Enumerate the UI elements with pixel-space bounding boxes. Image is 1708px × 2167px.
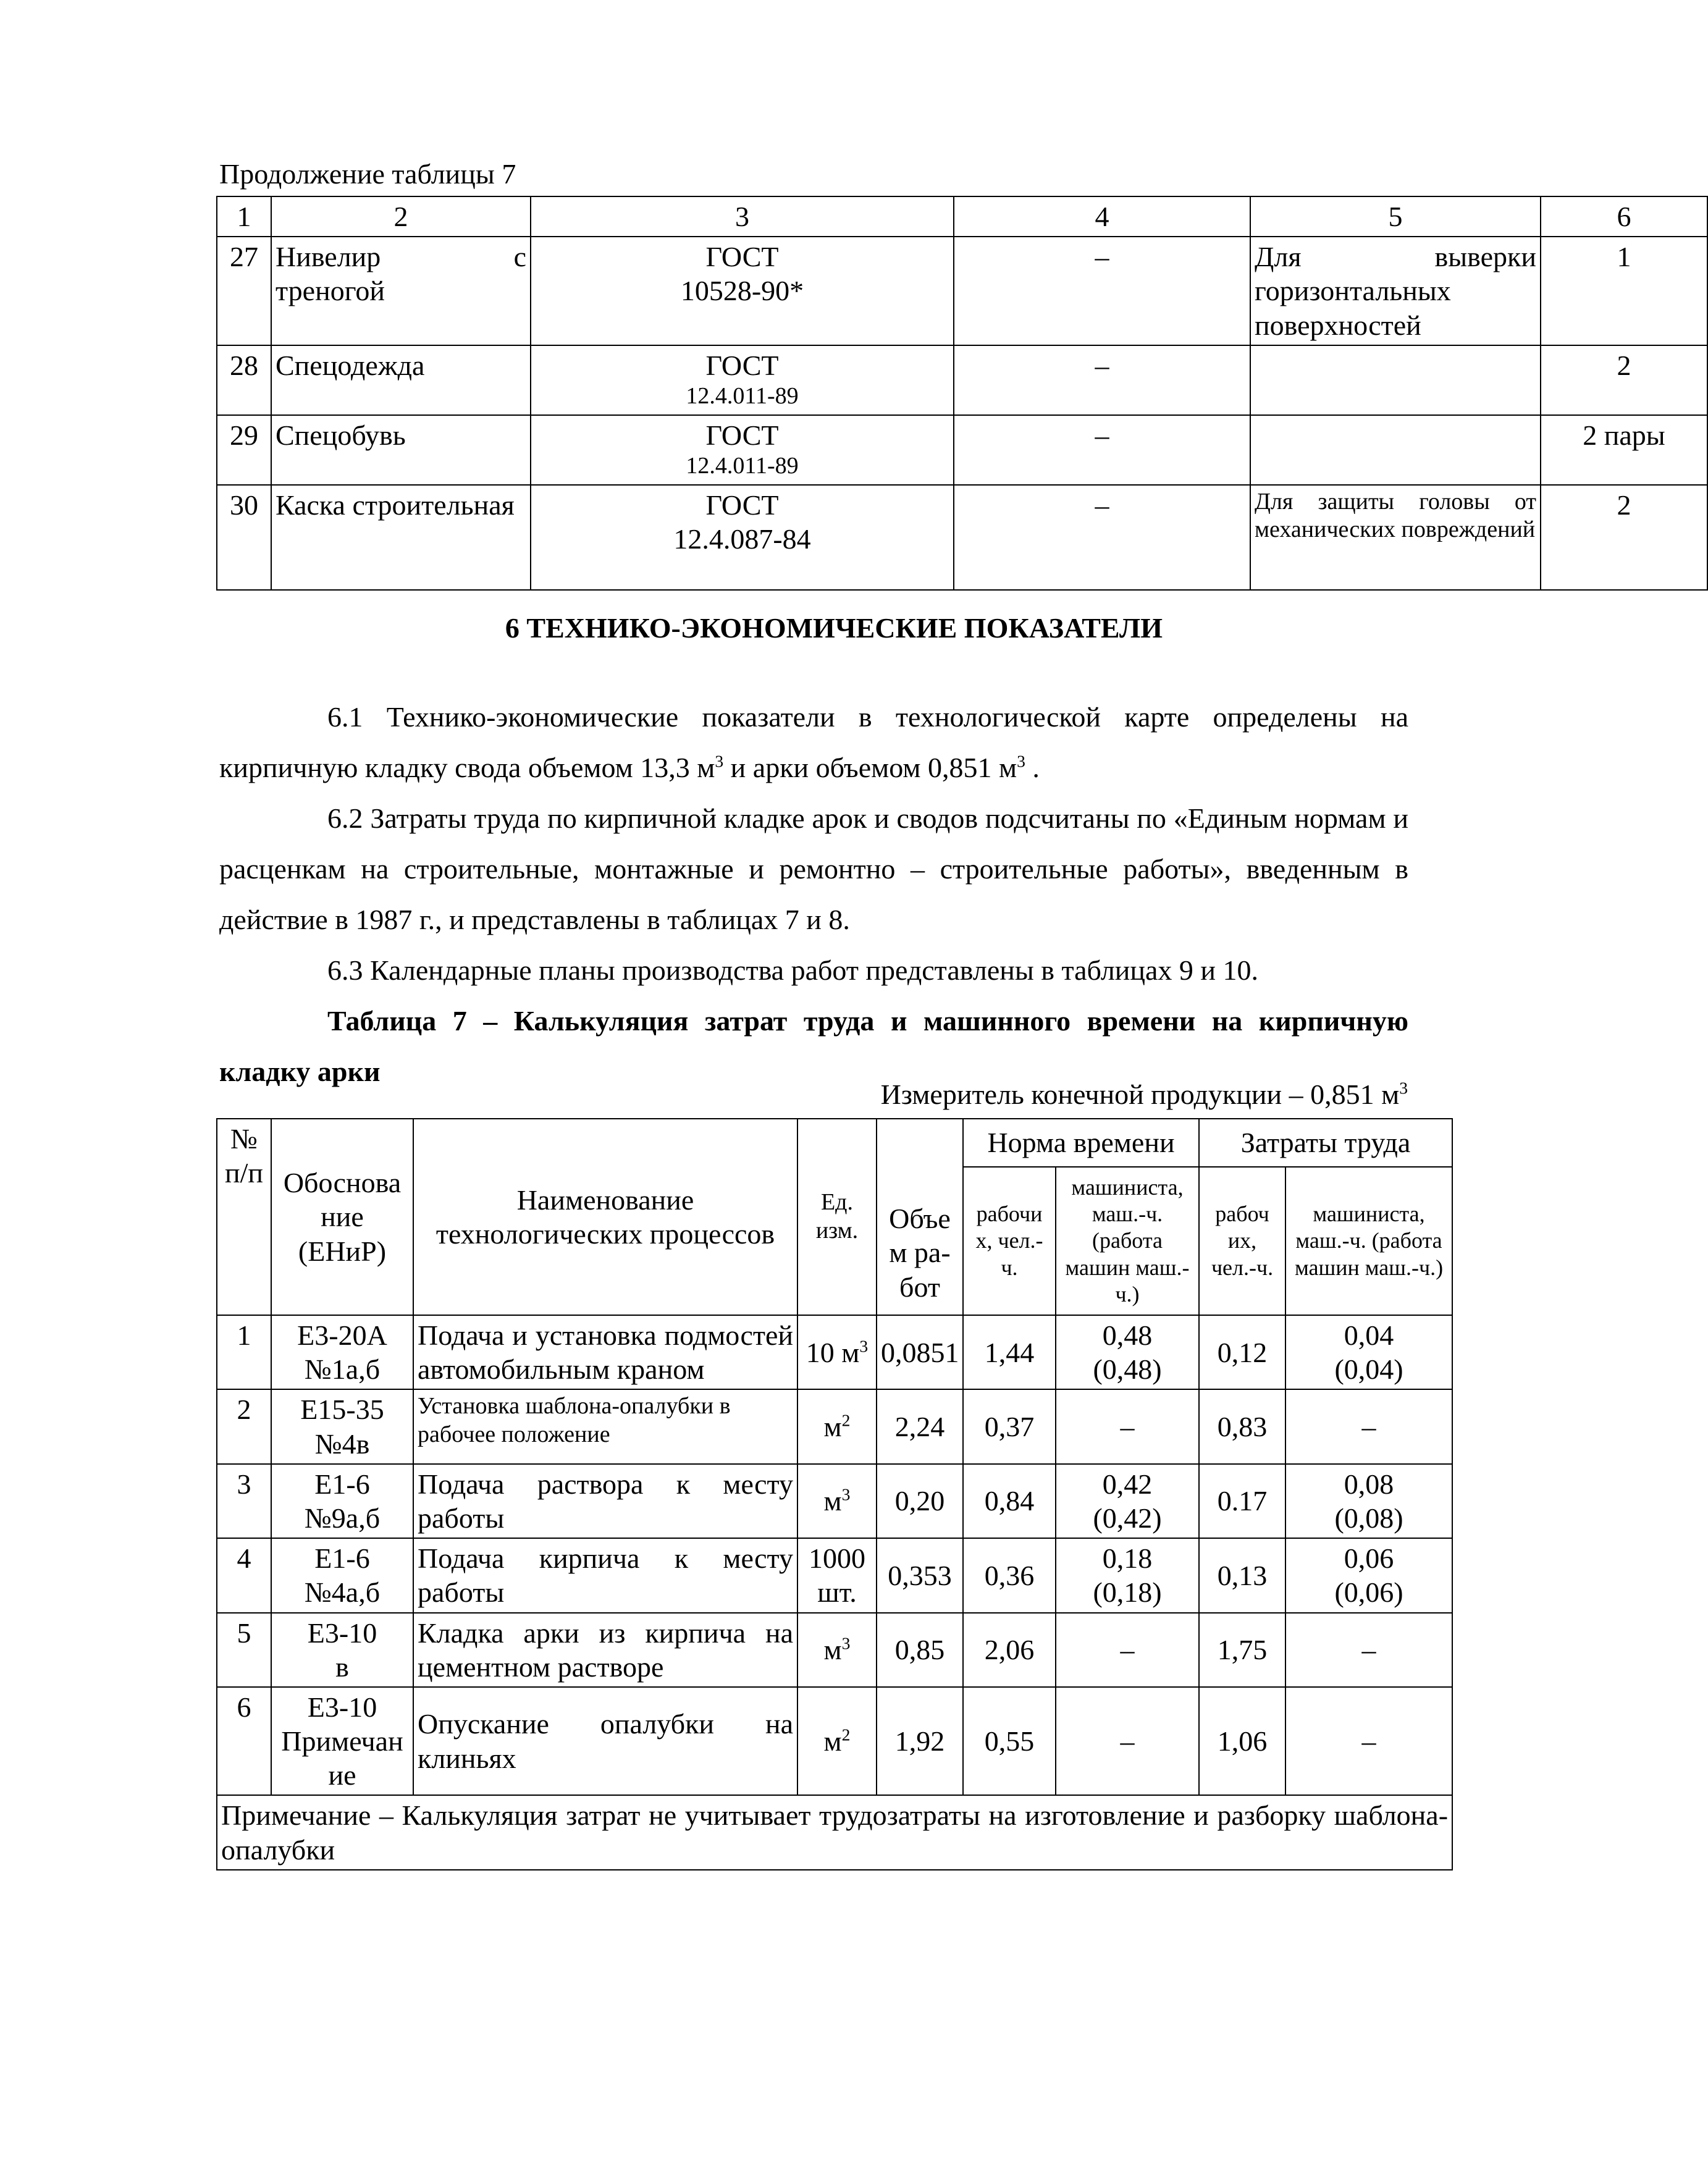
gost-cell [531, 415, 954, 485]
col-number: 3 [531, 196, 954, 237]
header-unit: Ед. изм. [797, 1119, 877, 1315]
col-number: 4 [954, 196, 1250, 237]
basis-code: Е3-10 [307, 1691, 377, 1723]
paragraph-text: . [1025, 752, 1040, 783]
process-name: Установка шаблона-опалубки в рабочее положение [413, 1389, 797, 1463]
table-row [217, 345, 1707, 415]
norm-workers: 0,55 [963, 1687, 1056, 1796]
gost-label: ГОСТ [705, 349, 779, 381]
qty-cell: 2 [1541, 485, 1707, 590]
norm-workers: 1,44 [963, 1315, 1056, 1389]
col-number: 5 [1250, 196, 1541, 237]
row-number: 4 [217, 1538, 271, 1612]
row-number: 28 [217, 345, 271, 415]
labor-cost-table [216, 1118, 1453, 1870]
header-basis: Обоснова ние (ЕНиР) [271, 1119, 413, 1315]
table-row [217, 1687, 1452, 1796]
superscript: 3 [715, 751, 724, 771]
norm-machinist: – [1056, 1389, 1199, 1463]
basis-item: №4в [314, 1428, 370, 1460]
header-process-name: Наименование технологических процессов [413, 1119, 797, 1315]
volume-cell: 0,0851 [877, 1315, 963, 1389]
cost-workers: 0,12 [1199, 1315, 1285, 1389]
unit-text: м [823, 1410, 842, 1442]
value: 0,08 [1344, 1468, 1394, 1500]
measure-label [881, 1078, 1408, 1111]
row-number: 30 [217, 485, 271, 590]
gost-cell [531, 345, 954, 415]
unit-text: м [823, 1485, 842, 1517]
unit-cell [797, 1315, 877, 1389]
purpose-cell [1250, 415, 1541, 485]
basis-code: Е3-10 [307, 1617, 377, 1649]
equipment-name-part: Нивелир [276, 241, 381, 273]
process-name: Опускание опалубки на клиньях [413, 1687, 797, 1796]
volume-cell: 0,85 [877, 1613, 963, 1687]
qty-cell: 1 [1541, 237, 1707, 345]
row-number: 5 [217, 1613, 271, 1687]
gost-number: 12.4.011-89 [686, 382, 799, 409]
unit-superscript: 3 [859, 1336, 869, 1356]
row-number: 3 [217, 1464, 271, 1538]
equipment-name: Спецобувь [271, 415, 531, 485]
value: 0,18 [1102, 1542, 1153, 1575]
header-workers-norm: рабочи х, чел.- ч. [963, 1167, 1056, 1315]
qty-cell: 2 [1541, 345, 1707, 415]
process-name: Подача кирпича к месту работы [413, 1538, 797, 1612]
norm-machinist [1056, 1464, 1199, 1538]
norm-machinist [1056, 1538, 1199, 1612]
cost-workers: 0,13 [1199, 1538, 1285, 1612]
continuation-label: Продолжение таблицы 7 [219, 158, 516, 190]
basis-item: №9а,б [304, 1502, 381, 1534]
cost-machinist [1285, 1538, 1452, 1612]
cost-machinist: – [1285, 1613, 1452, 1687]
value: (0,48) [1093, 1353, 1162, 1386]
cost-machinist [1285, 1464, 1452, 1538]
gost-cell [531, 485, 954, 590]
unit-text: м [823, 1725, 842, 1757]
value: (0,42) [1093, 1502, 1162, 1534]
basis-code: Е3-20А [297, 1319, 387, 1351]
gost-number: 12.4.087-84 [673, 523, 811, 555]
unit-superscript: 3 [841, 1633, 851, 1653]
row-number: 1 [217, 1315, 271, 1389]
header-labor-costs: Затраты труда [1199, 1119, 1452, 1167]
header-volume: Объе м ра- бот [877, 1119, 963, 1315]
table-row [217, 237, 1707, 345]
basis-cell [271, 1687, 413, 1796]
row-number: 29 [217, 415, 271, 485]
unit-superscript: 2 [841, 1725, 851, 1744]
table-row [217, 1389, 1452, 1463]
table-row [217, 1613, 1452, 1687]
table-note-row [217, 1795, 1452, 1869]
gost-number: 10528-90* [680, 275, 804, 307]
equipment-name: Каска строительная [271, 485, 531, 590]
equipment-name-part: треногой [276, 275, 385, 307]
header-norm-time: Норма времени [963, 1119, 1199, 1167]
unit-text: м [823, 1634, 842, 1666]
gost-number: 12.4.011-89 [686, 452, 799, 479]
table-row [217, 1464, 1452, 1538]
header-workers-cost: рабоч их, чел.-ч. [1199, 1167, 1285, 1315]
equipment-name-part: с [513, 241, 526, 273]
gost-label: ГОСТ [705, 241, 779, 273]
unit-superscript: 3 [841, 1485, 851, 1505]
table-row [217, 1315, 1452, 1389]
gost-cell [531, 237, 954, 345]
purpose-cell [1250, 345, 1541, 415]
value: (0,08) [1334, 1502, 1403, 1534]
process-name: Подача раствора к месту работы [413, 1464, 797, 1538]
superscript: 3 [1399, 1078, 1408, 1098]
norm-workers: 2,06 [963, 1613, 1056, 1687]
value: 0,48 [1102, 1319, 1153, 1351]
norm-workers: 0,37 [963, 1389, 1056, 1463]
col-number: 1 [217, 196, 271, 237]
cost-machinist: – [1285, 1687, 1452, 1796]
col4-cell: – [954, 237, 1250, 345]
norm-workers: 0,84 [963, 1464, 1056, 1538]
norm-machinist: – [1056, 1613, 1199, 1687]
value: 0,06 [1344, 1542, 1394, 1575]
unit-superscript: 2 [841, 1410, 851, 1430]
measure-text: Измеритель конечной продукции – 0,851 м [880, 1079, 1400, 1110]
value: (0,18) [1093, 1576, 1162, 1609]
unit-cell [797, 1464, 877, 1538]
purpose-cell: Для выверки горизонтальных поверхностей [1250, 237, 1541, 345]
gost-label: ГОСТ [705, 419, 779, 451]
qty-cell: 2 пары [1541, 415, 1707, 485]
basis-cell [271, 1464, 413, 1538]
table-note: Примечание – Калькуляция затрат не учитывает трудозатраты на изготовление и разборку шаблона-опалубки [217, 1795, 1452, 1869]
basis-cell [271, 1613, 413, 1687]
value: 0,42 [1102, 1468, 1153, 1500]
table-row [217, 485, 1707, 590]
header-number: № п/п [217, 1119, 271, 1315]
basis-cell [271, 1538, 413, 1612]
section-title: 6 ТЕХНИКО-ЭКОНОМИЧЕСКИЕ ПОКАЗАТЕЛИ [505, 612, 1163, 644]
cost-workers: 0.17 [1199, 1464, 1285, 1538]
col4-cell: – [954, 485, 1250, 590]
basis-item: в [335, 1651, 349, 1683]
paragraph-6-2: 6.2 Затраты труда по кирпичной кладке арок и сводов подсчитаны по «Единым нормам и расценкам на строительные, монтажные и ремонтно – строительные работы», введенным в действие в 1987 г., и представлены в таблицах 7 и 8. [219, 802, 1408, 935]
table-header-row [217, 1119, 1452, 1167]
unit-text: 10 м [806, 1336, 860, 1368]
unit-cell: 1000 шт. [797, 1538, 877, 1612]
volume-cell: 1,92 [877, 1687, 963, 1796]
cost-machinist [1285, 1315, 1452, 1389]
basis-code: Е1-6 [314, 1468, 370, 1500]
basis-item: Примечан ие [281, 1725, 403, 1791]
basis-cell [271, 1389, 413, 1463]
col-number: 6 [1541, 196, 1707, 237]
equipment-name: Спецодежда [271, 345, 531, 415]
paragraph-text: 6.1 Технико-экономические показатели в технологической карте определены на кирпичную кладку свода объемом 13,3 м [219, 701, 1408, 783]
purpose-cell: Для защиты головы от механических повреждений [1250, 485, 1541, 590]
basis-item: №4а,б [304, 1576, 381, 1609]
table-header-row [217, 196, 1707, 237]
basis-cell [271, 1315, 413, 1389]
gost-label: ГОСТ [705, 489, 779, 521]
equipment-table [216, 196, 1708, 591]
basis-item: №1а,б [304, 1353, 381, 1386]
paragraph-6-1 [219, 692, 1408, 793]
process-name: Кладка арки из кирпича на цементном растворе [413, 1613, 797, 1687]
table-row [217, 1538, 1452, 1612]
unit-cell [797, 1613, 877, 1687]
basis-code: Е15-35 [300, 1394, 384, 1426]
col-number: 2 [271, 196, 531, 237]
cost-workers: 1,75 [1199, 1613, 1285, 1687]
paragraph-text: и арки объемом 0,851 м [723, 752, 1017, 783]
cost-workers: 0,83 [1199, 1389, 1285, 1463]
volume-cell: 2,24 [877, 1389, 963, 1463]
volume-cell: 0,20 [877, 1464, 963, 1538]
cost-machinist: – [1285, 1389, 1452, 1463]
row-number: 2 [217, 1389, 271, 1463]
process-name: Подача и установка подмостей автомобильным краном [413, 1315, 797, 1389]
unit-cell [797, 1389, 877, 1463]
basis-code: Е1-6 [314, 1542, 370, 1575]
body-text [219, 692, 1408, 1097]
norm-machinist: – [1056, 1687, 1199, 1796]
value: (0,04) [1334, 1353, 1403, 1386]
table-title: Таблица 7 – Калькуляция затрат труда и машинного времени на кирпичную кладку арки [219, 1005, 1408, 1087]
volume-cell: 0,353 [877, 1538, 963, 1612]
norm-workers: 0,36 [963, 1538, 1056, 1612]
cost-workers: 1,06 [1199, 1687, 1285, 1796]
paragraph-6-3: 6.3 Календарные планы производства работ представлены в таблицах 9 и 10. [327, 954, 1259, 986]
header-machinist-norm: машиниста, маш.-ч. (работа машин маш.-ч.) [1056, 1167, 1199, 1315]
col4-cell: – [954, 415, 1250, 485]
table-row [217, 415, 1707, 485]
row-number: 27 [217, 237, 271, 345]
equipment-name [271, 237, 531, 345]
row-number: 6 [217, 1687, 271, 1796]
unit-cell [797, 1687, 877, 1796]
superscript: 3 [1017, 751, 1025, 771]
value: (0,06) [1334, 1576, 1403, 1609]
col4-cell: – [954, 345, 1250, 415]
norm-machinist [1056, 1315, 1199, 1389]
header-machinist-cost: машиниста, маш.-ч. (работа машин маш.-ч.) [1285, 1167, 1452, 1315]
value: 0,04 [1344, 1319, 1394, 1351]
